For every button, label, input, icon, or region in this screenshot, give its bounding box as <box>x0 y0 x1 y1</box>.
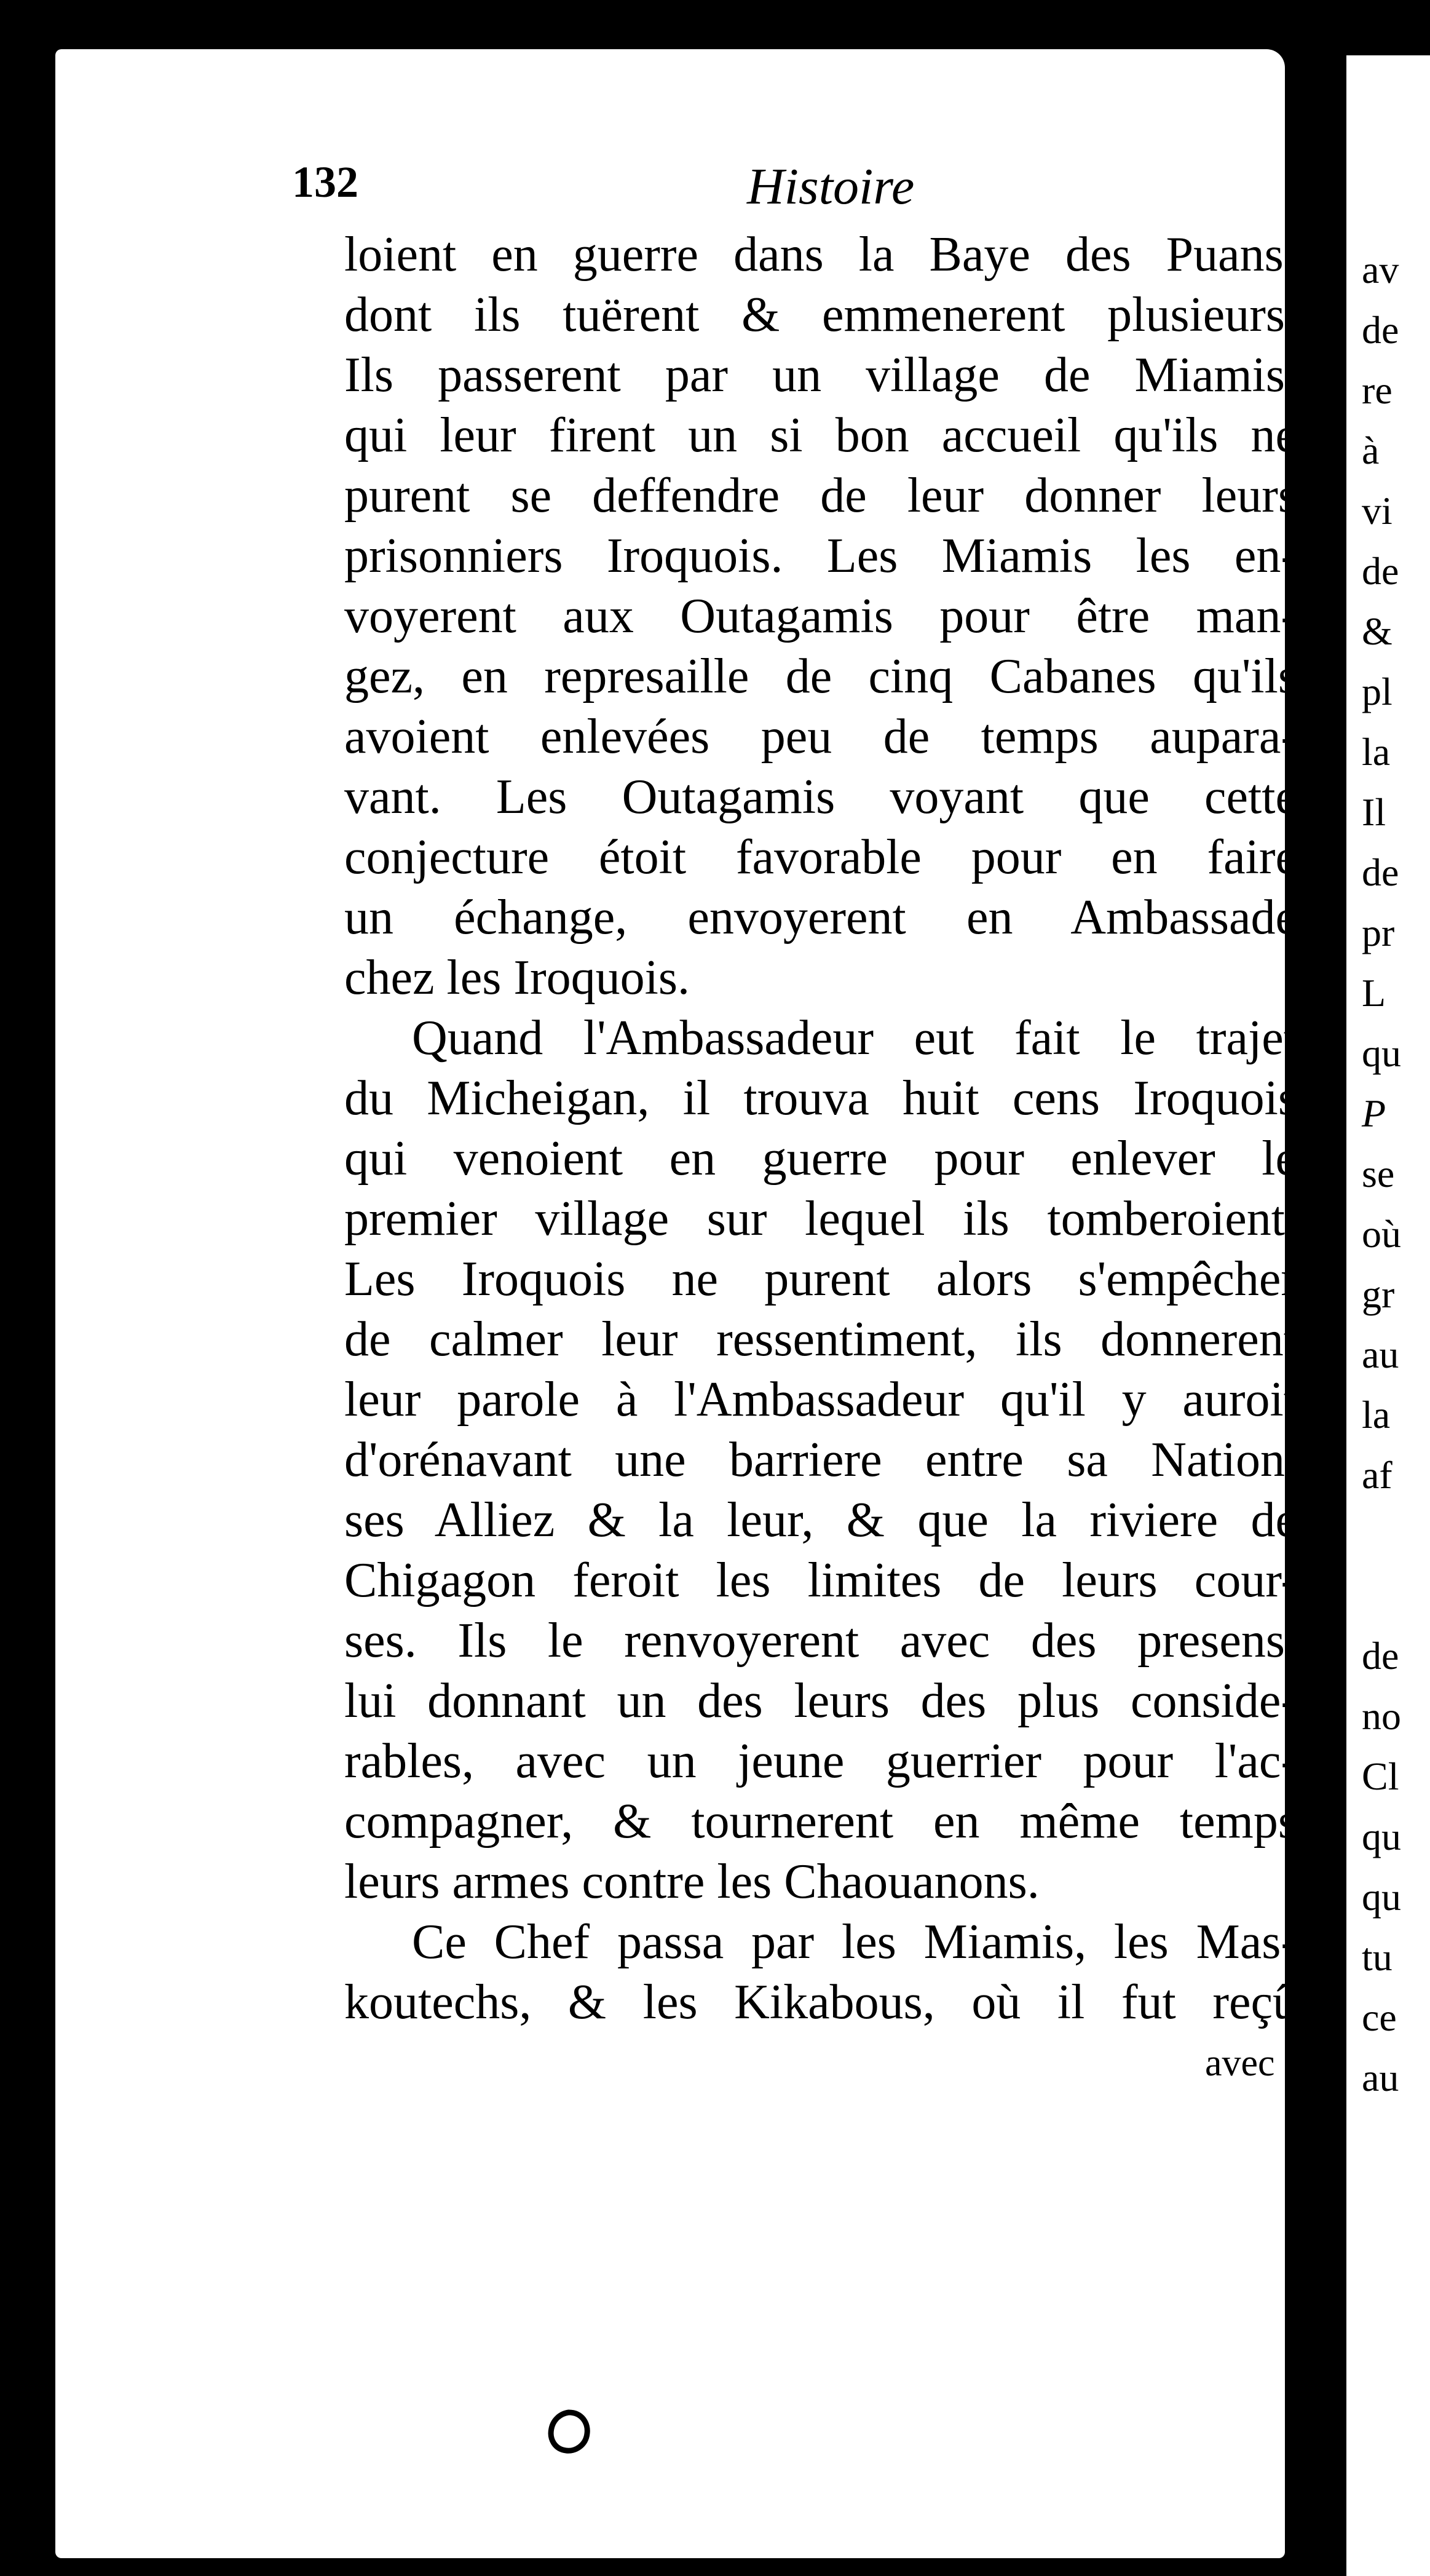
text-line: d'orénavant une barriere entre sa Nation, <box>344 1433 1297 1487</box>
text-line: loient en guerre dans la Baye des Puans; <box>344 228 1297 282</box>
facing-fragment: de <box>1362 1634 1399 1678</box>
facing-fragment: af <box>1362 1453 1392 1497</box>
text-line: lui donnant un des leurs des plus conside- <box>344 1674 1297 1728</box>
facing-fragment: de <box>1362 850 1399 894</box>
text-line: Les Iroquois ne purent alors s'empêcher <box>344 1252 1297 1306</box>
text-line: du Micheigan, il trouva huit cens Iroquois <box>344 1071 1297 1125</box>
text-line: de calmer leur ressentiment, ils donnerent <box>344 1312 1297 1366</box>
facing-fragment: ce <box>1362 1995 1397 2039</box>
facing-fragment: gr <box>1362 1272 1395 1316</box>
text-line: leurs armes contre les Chaouanons. <box>344 1855 1040 1909</box>
facing-page-text <box>1362 240 1429 2108</box>
text-line: premier village sur lequel ils tomberoient. <box>344 1192 1297 1246</box>
text-line: prisonniers Iroquois. Les Miamis les en- <box>344 529 1297 583</box>
paragraph-start-line: Ce Chef passa par les Miamis, les Mas- <box>412 1915 1297 1969</box>
facing-fragment: qu <box>1362 1875 1401 1919</box>
text-line: gez, en represaille de cinq Cabanes qu'ils <box>344 649 1297 703</box>
facing-fragment: la <box>1362 730 1391 774</box>
facing-gap <box>1362 1505 1429 1626</box>
text-line: Ils passerent par un village de Miamis, <box>344 348 1297 402</box>
facing-fragment: au <box>1362 1333 1399 1376</box>
text-line: avoient enlevées peu de temps aupara- <box>344 710 1297 764</box>
text-line: koutechs, & les Kikabous, où il fut reçû <box>344 1975 1297 2029</box>
facing-fragment: où <box>1362 1212 1401 1256</box>
text-line: ses Alliez & la leur, & que la riviere de <box>344 1493 1297 1547</box>
running-title: Histoire <box>747 158 915 215</box>
text-line: un échange, envoyerent en Ambassade <box>344 890 1297 945</box>
text-line: vant. Les Outagamis voyant que cette <box>344 770 1297 824</box>
ornament-icon <box>544 2408 593 2457</box>
body-text <box>344 224 1297 2032</box>
text-line: leur parole à l'Ambassadeur qu'il y auroit <box>344 1373 1297 1427</box>
page-number: 132 <box>292 157 358 207</box>
facing-fragment: vi <box>1362 489 1392 533</box>
facing-fragment: tu <box>1362 1935 1392 1979</box>
facing-fragment: la <box>1362 1393 1391 1437</box>
page-header <box>292 157 1306 224</box>
text-line: voyerent aux Outagamis pour être man- <box>344 589 1297 643</box>
facing-fragment: se <box>1362 1152 1395 1195</box>
facing-fragment: Cl <box>1362 1754 1399 1798</box>
text-line: conjecture étoit favorable pour en faire <box>344 830 1297 884</box>
facing-fragment: pr <box>1362 911 1395 954</box>
facing-fragment: av <box>1362 248 1399 291</box>
text-line: rables, avec un jeune guerrier pour l'ac- <box>344 1734 1297 1788</box>
text-line: Chigagon feroit les limites de leurs cour- <box>344 1553 1297 1607</box>
facing-fragment: à <box>1362 429 1380 472</box>
facing-fragment: P <box>1362 1092 1386 1135</box>
facing-fragment: qu <box>1362 1815 1401 1858</box>
text-line: purent se deffendre de leur donner leurs <box>344 469 1297 523</box>
facing-fragment: de <box>1362 308 1399 352</box>
text-line: chez les Iroquois. <box>344 951 690 1005</box>
facing-fragment: L <box>1362 971 1386 1015</box>
facing-fragment: qu <box>1362 1031 1401 1075</box>
text-line: dont ils tuërent & emmenerent plusieurs. <box>344 288 1297 342</box>
facing-fragment: pl <box>1362 670 1392 713</box>
facing-fragment: au <box>1362 2056 1399 2099</box>
catchword: avec <box>1205 2042 1275 2084</box>
facing-fragment: re <box>1362 368 1392 412</box>
facing-fragment: no <box>1362 1694 1401 1738</box>
text-line: qui leur firent un si bon accueil qu'ils ne <box>344 408 1297 462</box>
text-line: compagner, & tournerent en même temps <box>344 1794 1297 1849</box>
facing-fragment: Il <box>1362 790 1386 834</box>
paragraph-start-line: Quand l'Ambassadeur eut fait le trajet <box>412 1011 1297 1065</box>
text-line: ses. Ils le renvoyerent avec des presens, <box>344 1614 1297 1668</box>
text-line: qui venoient en guerre pour enlever le <box>344 1131 1297 1186</box>
facing-fragment: de <box>1362 549 1399 593</box>
facing-fragment: & <box>1362 609 1392 653</box>
